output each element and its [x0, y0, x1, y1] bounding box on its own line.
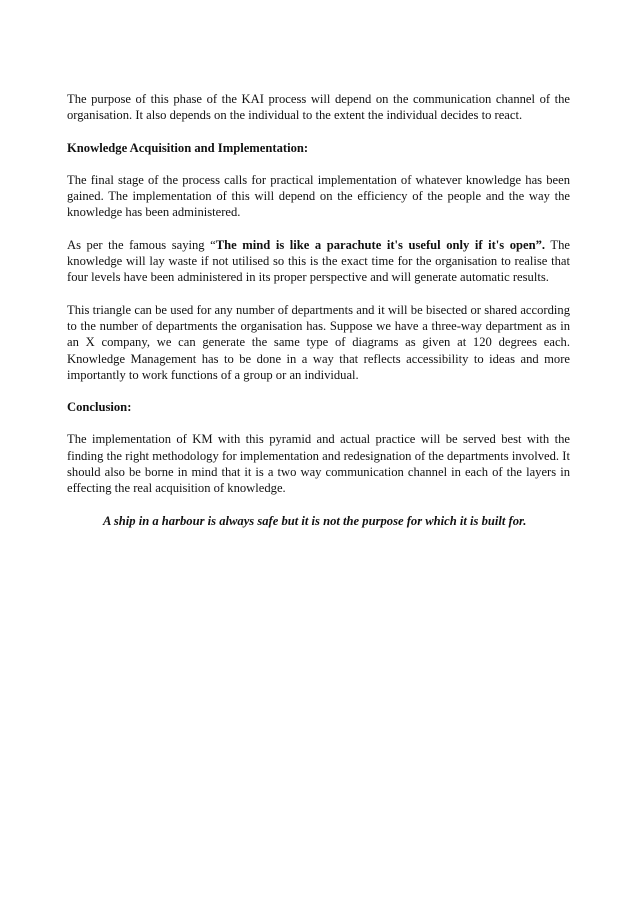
saying-continuation: The knowledge will lay waste if not utilised so this is the exact time for the organisation to realise that four levels have been administered in its proper perspective and will generate automatic results.	[67, 237, 570, 285]
paragraph-conclusion: The implementation of KM with this pyramid and actual practice will be served best with the finding the right methodology for implementation and redesignation of the departments involved. It should also be borne in mind that it is a two way communication channel in each of the layers in effecting the real acquisition of knowledge.	[67, 432, 570, 496]
heading-knowledge-acquisition: Knowledge Acquisition and Implementation:	[67, 140, 309, 155]
document-page	[67, 91, 570, 529]
saying-intro: As per the famous saying “	[67, 237, 216, 252]
paragraph-final-stage: The final stage of the process calls for practical implementation of whatever knowledge has been gained. The implementation of this will depend on the efficiency of the people and the way the knowledge has been administered.	[67, 172, 570, 220]
paragraph-triangle-departments: This triangle can be used for any number of departments and it will be bisected or shared according to the number of departments the organisation has. Suppose we have a three-way department as in an X company, we can generate the same type of diagrams as given at 120 degrees each. Knowledge Management has to be done in a way that reflects accessibility to ideas and more importantly to work functions of a group or an individual.	[67, 302, 570, 382]
parachute-quote: The mind is like a parachute it's useful only if it's open”.	[215, 237, 546, 252]
paragraph-kai-purpose: The purpose of this phase of the KAI process will depend on the communication channel of the organisation. It also depends on the individual to the extent the individual decides to react.	[67, 92, 570, 123]
paragraph-parachute-saying	[67, 237, 570, 286]
closing-quote: A ship in a harbour is always safe but it is not the purpose for which it is built for.	[103, 513, 527, 528]
heading-conclusion: Conclusion:	[67, 400, 132, 415]
